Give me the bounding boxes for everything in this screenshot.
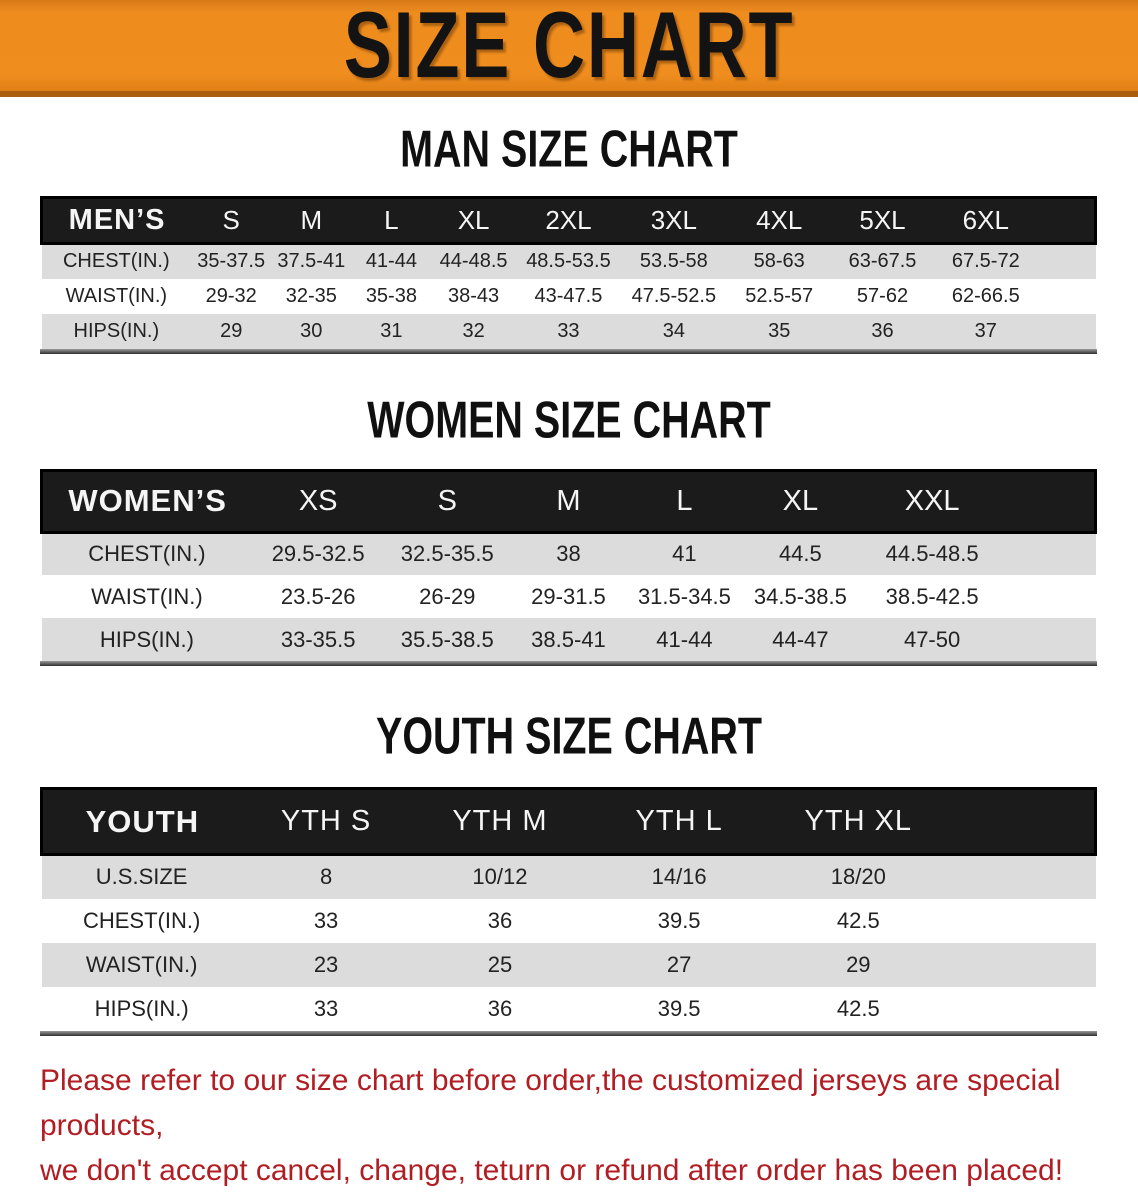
table-group-label: WOMEN’S bbox=[42, 470, 253, 532]
row-label: WAIST(IN.) bbox=[65, 284, 168, 307]
size-value: 36 bbox=[487, 907, 513, 933]
size-value: 36 bbox=[871, 319, 894, 342]
spacer-cell bbox=[1006, 532, 1096, 575]
size-column-header: 2XL bbox=[516, 198, 621, 244]
men-header-row bbox=[42, 198, 1096, 244]
size-column-header: YTH XL bbox=[769, 789, 948, 855]
size-value: 34.5-38.5 bbox=[753, 583, 847, 609]
size-value: 62-66.5 bbox=[951, 284, 1020, 307]
size-value: 29 bbox=[846, 951, 871, 977]
size-column-header: M bbox=[271, 198, 351, 244]
measurement-row bbox=[42, 279, 1096, 314]
size-column-header: L bbox=[626, 470, 742, 532]
size-value: 10/12 bbox=[472, 864, 528, 890]
youth-size-section bbox=[0, 708, 1138, 1036]
size-value: 31.5-34.5 bbox=[637, 583, 731, 609]
size-value: 33 bbox=[557, 319, 580, 342]
spacer-cell bbox=[948, 855, 1096, 899]
size-value: 47-50 bbox=[903, 626, 961, 652]
row-label: CHEST(IN.) bbox=[82, 907, 201, 933]
spacer-cell bbox=[948, 899, 1096, 943]
size-value: 58-63 bbox=[753, 250, 805, 273]
table-bottom-divider bbox=[40, 661, 1097, 666]
measurement-row bbox=[42, 899, 1096, 943]
size-value: 33 bbox=[313, 907, 339, 933]
row-label: WAIST(IN.) bbox=[91, 583, 203, 609]
size-value: 29 bbox=[220, 319, 243, 342]
size-column-header: XL bbox=[742, 470, 858, 532]
spacer-cell bbox=[1006, 618, 1096, 661]
measurement-row bbox=[42, 987, 1096, 1031]
size-value: 48.5-53.5 bbox=[526, 250, 611, 273]
size-column-header: 4XL bbox=[727, 198, 832, 244]
size-value: 41 bbox=[672, 541, 697, 567]
measurement-row bbox=[42, 575, 1096, 618]
size-column-header: S bbox=[191, 198, 271, 244]
size-column-header: XL bbox=[431, 198, 515, 244]
size-value: 29.5-32.5 bbox=[271, 541, 365, 567]
measurement-row bbox=[42, 855, 1096, 899]
spacer-cell bbox=[948, 789, 1096, 855]
spacer-cell bbox=[948, 943, 1096, 987]
size-value: 34 bbox=[662, 319, 685, 342]
size-value: 35-38 bbox=[365, 284, 417, 307]
size-value: 44-48.5 bbox=[439, 250, 508, 273]
size-value: 23.5-26 bbox=[280, 583, 356, 609]
size-value: 29-31.5 bbox=[531, 583, 606, 609]
size-column-header: 3XL bbox=[621, 198, 726, 244]
youth-section-title: YOUTH SIZE CHART bbox=[375, 706, 763, 765]
size-value: 44.5-48.5 bbox=[885, 541, 979, 567]
size-value: 38-43 bbox=[448, 284, 500, 307]
size-column-header: YTH M bbox=[410, 789, 589, 855]
row-label: HIPS(IN.) bbox=[94, 995, 189, 1021]
spacer-cell bbox=[1038, 279, 1095, 314]
size-value: 42.5 bbox=[836, 907, 880, 933]
size-value: 32.5-35.5 bbox=[400, 541, 494, 567]
women-size-table bbox=[40, 469, 1097, 662]
size-column-header: S bbox=[384, 470, 510, 532]
measurement-row bbox=[42, 314, 1096, 349]
size-value: 44-47 bbox=[772, 626, 829, 652]
size-value: 63-67.5 bbox=[848, 250, 917, 273]
size-value: 38.5-41 bbox=[531, 626, 606, 652]
women-section-title: WOMEN SIZE CHART bbox=[367, 389, 771, 449]
size-value: 27 bbox=[666, 951, 692, 977]
size-value: 30 bbox=[300, 319, 323, 342]
note-line-2: we don't accept cancel, change, teturn or refund after order has been placed! bbox=[40, 1153, 1064, 1187]
row-label: CHEST(IN.) bbox=[88, 541, 206, 567]
size-value: 35-37.5 bbox=[197, 250, 266, 273]
measurement-row bbox=[42, 943, 1096, 987]
table-group-label: MEN’S bbox=[42, 198, 192, 244]
size-value: 8 bbox=[319, 864, 333, 890]
size-chart-banner bbox=[0, 0, 1138, 97]
size-value: 33 bbox=[313, 995, 339, 1021]
size-value: 35 bbox=[768, 319, 791, 342]
table-bottom-divider bbox=[40, 349, 1097, 354]
size-value: 41-44 bbox=[656, 626, 713, 652]
table-group-label: YOUTH bbox=[42, 789, 242, 855]
size-value: 42.5 bbox=[836, 995, 880, 1021]
women-header-row bbox=[42, 470, 1096, 532]
size-column-header: M bbox=[511, 470, 627, 532]
size-value: 29-32 bbox=[205, 284, 257, 307]
row-label: WAIST(IN.) bbox=[85, 951, 198, 977]
row-label: CHEST(IN.) bbox=[62, 250, 170, 273]
men-section-title: MAN SIZE CHART bbox=[400, 119, 738, 178]
size-column-header: YTH S bbox=[242, 789, 411, 855]
size-value: 31 bbox=[380, 319, 403, 342]
size-value: 39.5 bbox=[657, 995, 701, 1021]
size-value: 37.5-41 bbox=[277, 250, 346, 273]
row-label: HIPS(IN.) bbox=[73, 319, 160, 342]
row-label: U.S.SIZE bbox=[95, 864, 188, 890]
measurement-row bbox=[42, 532, 1096, 575]
size-value: 25 bbox=[487, 951, 513, 977]
spacer-cell bbox=[1006, 575, 1096, 618]
size-column-header: 5XL bbox=[832, 198, 933, 244]
measurement-row bbox=[42, 244, 1096, 279]
size-value: 36 bbox=[487, 995, 513, 1021]
row-label: HIPS(IN.) bbox=[99, 626, 194, 652]
size-value: 47.5-52.5 bbox=[631, 284, 717, 307]
size-column-header: YTH L bbox=[590, 789, 769, 855]
size-value: 57-62 bbox=[856, 284, 909, 307]
size-value: 26-29 bbox=[419, 583, 476, 609]
size-column-header: 6XL bbox=[933, 198, 1038, 244]
size-value: 44.5 bbox=[778, 541, 822, 567]
order-policy-note bbox=[40, 1058, 1138, 1193]
size-value: 37 bbox=[974, 319, 997, 342]
size-column-header: XS bbox=[252, 470, 384, 532]
size-value: 18/20 bbox=[830, 864, 886, 890]
men-size-table bbox=[40, 196, 1097, 349]
youth-size-table bbox=[40, 787, 1097, 1031]
spacer-cell bbox=[1038, 244, 1095, 279]
size-value: 41-44 bbox=[365, 250, 417, 273]
size-value: 43-47.5 bbox=[534, 284, 603, 307]
size-value: 38 bbox=[556, 541, 581, 567]
size-value: 35.5-38.5 bbox=[400, 626, 494, 652]
measurement-row bbox=[42, 618, 1096, 661]
size-value: 23 bbox=[313, 951, 339, 977]
spacer-cell bbox=[1006, 470, 1096, 532]
size-value: 39.5 bbox=[657, 907, 701, 933]
spacer-cell bbox=[948, 987, 1096, 1031]
size-value: 14/16 bbox=[651, 864, 707, 890]
table-bottom-divider bbox=[40, 1031, 1097, 1036]
size-value: 33-35.5 bbox=[280, 626, 356, 652]
size-value: 52.5-57 bbox=[745, 284, 814, 307]
size-value: 53.5-58 bbox=[639, 250, 708, 273]
size-value: 67.5-72 bbox=[951, 250, 1020, 273]
spacer-cell bbox=[1038, 198, 1095, 244]
banner-title: SIZE CHART bbox=[343, 0, 795, 97]
size-value: 32-35 bbox=[285, 284, 337, 307]
size-value: 38.5-42.5 bbox=[885, 583, 979, 609]
women-size-section bbox=[0, 389, 1138, 667]
spacer-cell bbox=[1038, 314, 1095, 349]
size-value: 32 bbox=[462, 319, 485, 342]
men-size-section bbox=[0, 121, 1138, 354]
note-line-1: Please refer to our size chart before order,the customized jerseys are special products, bbox=[40, 1063, 1061, 1142]
size-column-header: XXL bbox=[858, 470, 1006, 532]
youth-header-row bbox=[42, 789, 1096, 855]
size-column-header: L bbox=[351, 198, 431, 244]
